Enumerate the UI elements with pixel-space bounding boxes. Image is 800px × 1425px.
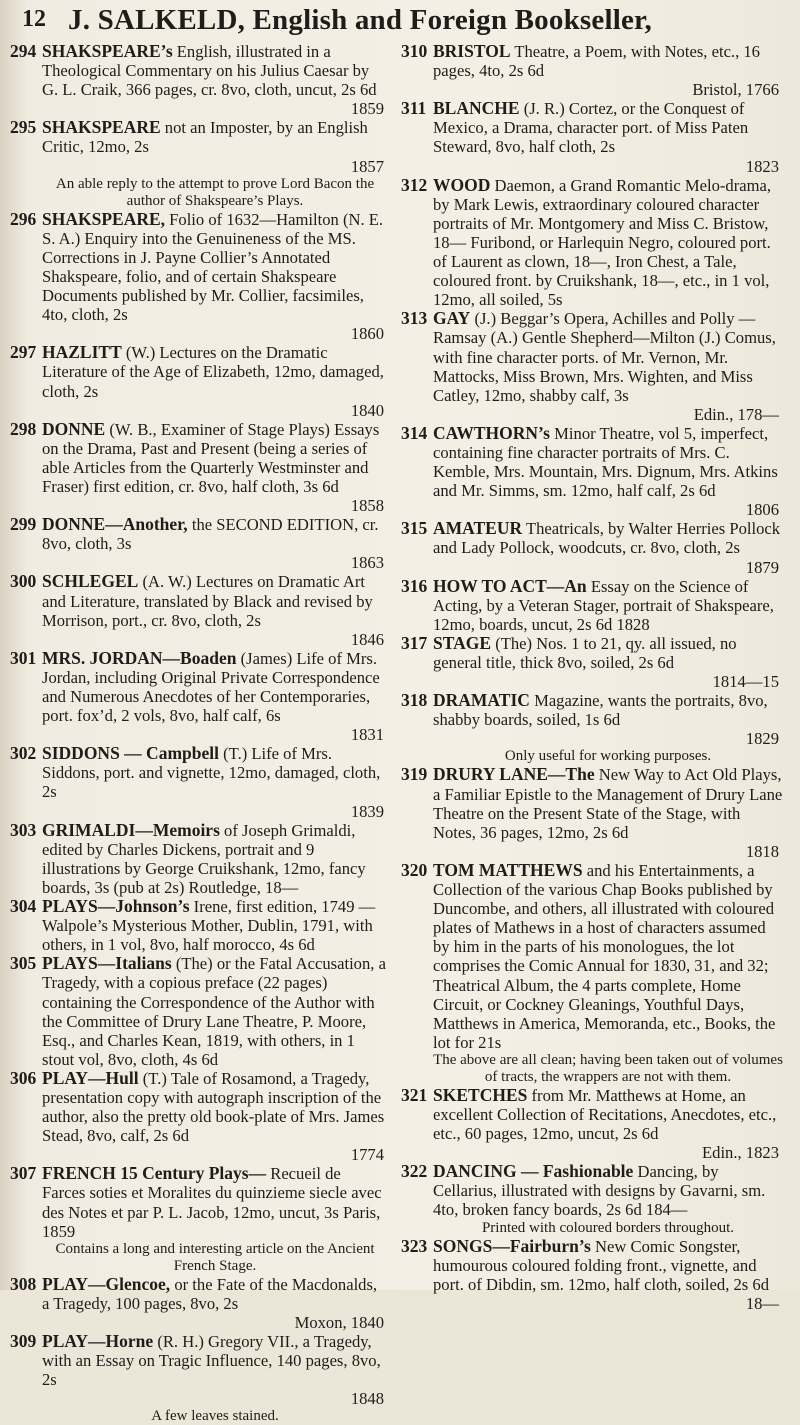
catalogue-entry — [401, 99, 783, 175]
entry-title: WOOD — [433, 174, 491, 195]
entry-number: 307 — [10, 1163, 37, 1184]
entry-number: 322 — [401, 1161, 428, 1182]
entry-note: The above are all clean; having been taken out of volumes of tracts, the wrappers are not with them. — [433, 1051, 783, 1085]
entry-description: Minor Theatre, vol 5, imperfect, containing fine character portraits of Mrs. C. Kemble, Mrs. Mountain, Mrs. Dignum, Mrs. Atkins and Mr. Simms, sm. 12mo, half calf, 2s 6d — [433, 423, 778, 501]
catalogue-entry — [10, 515, 388, 572]
catalogue-entry — [10, 343, 388, 419]
entry-title: HAZLITT — [42, 342, 122, 363]
entry-date: 1879 — [745, 557, 779, 577]
entry-description: Magazine, wants the portraits, 8vo, shabby boards, soiled, 1s 6d — [433, 691, 768, 730]
entry-date: 1859 — [350, 99, 384, 119]
entry-title: AMATEUR — [433, 518, 523, 539]
catalogue-entry — [401, 309, 783, 424]
entry-date: 1814—15 — [712, 672, 779, 692]
catalogue-entry — [10, 1275, 388, 1332]
entry-title: SHAKSPEARE, — [42, 208, 166, 229]
entry-note: Printed with coloured borders throughout. — [481, 1219, 735, 1236]
entry-number: 314 — [401, 422, 428, 443]
entry-title: GRIMALDI—Memoirs — [42, 819, 220, 840]
catalogue-entry — [401, 176, 783, 310]
catalogue-entry — [401, 765, 783, 860]
entry-date: 1863 — [350, 553, 384, 573]
catalogue-entry — [10, 42, 388, 118]
entry-date: 1839 — [350, 801, 384, 821]
entry-date: Edin., 1823 — [702, 1143, 779, 1163]
catalogue-entry — [401, 519, 783, 576]
entry-number: 300 — [10, 571, 37, 592]
entry-number: 305 — [10, 953, 37, 974]
entry-title: PLAY—Hull — [42, 1067, 139, 1088]
entry-number: 303 — [10, 819, 37, 840]
entry-description: Theatricals, by Walter Herries Pollock and Lady Pollock, woodcuts, cr. 8vo, cloth, 2s — [433, 519, 781, 558]
entry-description: from Mr. Matthews at Home, an excellent Collection of Recitations, Anecdotes, etc., etc., 60 pages, 12mo, uncut, 2s 6d — [433, 1085, 777, 1144]
entry-number: 313 — [401, 308, 428, 329]
entry-description: (The) or the Fatal Accusation, a Tragedy, with a copious preface (22 pages) containing the Correspondence of the Author with the Committee of Drury Lane Theatre, P. Moore, Esq., and Charles Kean, 1819, with others, in 1 stout vol, 8vo, cloth, 4s 6d — [42, 954, 386, 1069]
catalogue-entry — [10, 897, 388, 954]
entry-date: 1858 — [350, 496, 384, 516]
entry-note: Contains a long and interesting article on the Ancient French Stage. — [55, 1240, 375, 1274]
entry-date: Bristol, 1766 — [692, 80, 779, 100]
entry-number: 309 — [10, 1331, 37, 1351]
entry-date: 1774 — [350, 1145, 384, 1165]
entry-date: 1818 — [745, 841, 779, 861]
entry-number: 299 — [10, 514, 37, 535]
catalogue-entry — [10, 954, 388, 1069]
catalogue-entry — [401, 861, 783, 1086]
entry-description: English, illustrated in a Theological Commentary on his Julius Caesar by G. L. Craik, 366 pages, cr. 8vo, cloth, uncut, 2s 6d — [42, 42, 377, 100]
entry-title: PLAY—Horne — [42, 1331, 154, 1351]
catalogue-entry — [10, 1164, 388, 1274]
entry-note: A few leaves stained. — [151, 1408, 279, 1425]
entry-note: An able reply to the attempt to prove Lord Bacon the author of Shakspeare’s Plays. — [55, 175, 375, 209]
entry-description: (T.) Tale of Rosamond, a Tragedy, presentation copy with autograph inscription of the author, also the pretty old book-plate of Mrs. James Stead, 8vo, calf, 2s 6d — [42, 1068, 385, 1146]
entry-title: MRS. JORDAN—Boaden — [42, 647, 237, 668]
entry-number: 306 — [10, 1067, 37, 1088]
entry-number: 323 — [401, 1235, 428, 1256]
entry-number: 304 — [10, 896, 37, 917]
entry-number: 320 — [401, 859, 428, 880]
entry-number: 295 — [10, 117, 37, 138]
entry-description: (A. W.) Lectures on Dramatic Art and Literature, translated by Black and revised by Morrison, port., cr. 8vo, cloth, 2s — [42, 572, 373, 630]
catalogue-entry — [10, 210, 388, 344]
entry-description: not an Imposter, by an English Critic, 12mo, 2s — [42, 118, 368, 157]
entry-description: (R. H.) Gregory VII., a Tragedy, with an Essay on Tragic Influence, 140 pages, 8vo, 2s — [42, 1332, 381, 1390]
catalogue-entry — [10, 572, 388, 648]
entry-number: 319 — [401, 764, 428, 785]
right-column — [401, 42, 783, 1313]
catalogue-entry — [401, 634, 783, 691]
entry-title: BRISTOL — [433, 41, 511, 61]
entry-title: SONGS—Fairburn’s — [433, 1235, 591, 1256]
entry-title: SIDDONS — Campbell — [42, 743, 219, 764]
catalogue-entry — [10, 821, 388, 897]
catalogue-entry — [10, 118, 388, 209]
entry-description: (T.) Life of Mrs. Siddons, port. and vignette, 12mo, damaged, cloth, 2s — [42, 744, 381, 802]
entry-title: DONNE — [42, 418, 106, 439]
entry-title: PLAYS—Johnson’s — [42, 896, 190, 917]
entry-description: of Joseph Grimaldi, edited by Charles Dickens, portrait and 9 illustrations by George Cruikshank, 12mo, fancy boards, 3s (pub at 2s) Routledge, 18— — [42, 820, 366, 897]
entry-description: (The) Nos. 1 to 21, qy. all issued, no general title, thick 8vo, soiled, 2s 6d — [433, 633, 737, 672]
entry-number: 312 — [401, 174, 428, 195]
entry-description: New Comic Songster, humourous coloured folding front., vignette, and port. of Dibdin, sm. 12mo, half cloth, soiled, 2s 6d — [433, 1236, 769, 1294]
entry-description: the SECOND EDITION, cr. 8vo, cloth, 3s — [42, 515, 379, 554]
entry-title: PLAYS—Italians — [42, 953, 172, 974]
entry-title: SHAKSPEARE — [42, 117, 161, 138]
entry-title: DONNE—Another, — [42, 514, 188, 535]
entry-date: 1829 — [745, 729, 779, 749]
entry-title: STAGE — [433, 632, 492, 653]
entry-title: GAY — [433, 308, 471, 329]
entry-note: Only useful for working purposes. — [504, 748, 712, 765]
entry-description: New Way to Act Old Plays, a Familiar Epistle to the Management of Drury Lane Theatre on the Present State of the Stage, with Notes, 36 pages, 12mo, 2s 6d — [433, 765, 783, 842]
entry-date: Edin., 178— — [693, 404, 779, 424]
catalogue-entry — [10, 1332, 388, 1425]
entry-number: 311 — [401, 98, 427, 119]
entry-description: Daemon, a Grand Romantic Melo-drama, by Mark Lewis, extraordinary coloured character portraits of Mr. Montgomery and Miss C. Bristow, 18— Furibond, or Harlequin Negro, coloured port. of Laurent as clown, 18—, Iron Chest, a Tale, coloured front. by Cruikshank, 18—, etc., in 1 vol, 12mo, all soiled, 5s — [433, 175, 772, 310]
catalogue-entry — [401, 1237, 783, 1313]
entry-description: Recueil de Farces soties et Moralites du quinzieme siecle avec des Notes et par P. L. Jacob, 12mo, uncut, 3s Paris, 1859 — [42, 1164, 382, 1241]
entry-date: 1823 — [745, 156, 779, 176]
entry-description: or the Fate of the Macdonalds, a Tragedy, 100 pages, 8vo, 2s — [42, 1274, 378, 1313]
entry-description: and his Entertainments, a Collection of the various Chap Books published by Duncombe, and others, all illustrated with coloured plates of Mathews in a host of characters assumed by him in the parts of his monologues, the lot comprises the Comic Annual for 1830, 31, and 32; Theatrical Album, the 4 parts complete, Home Circuit, or Cockney Gleanings, Youthful Days, Matthews in America, Memoranda, etc., Books, the lot for 21s — [433, 860, 776, 1052]
entry-title: BLANCHE — [433, 98, 520, 119]
entry-date: 1857 — [350, 156, 384, 176]
entry-title: TOM MATTHEWS — [433, 859, 583, 880]
entry-title: SCHLEGEL — [42, 571, 139, 592]
entry-number: 297 — [10, 342, 37, 363]
catalogue-entry — [401, 42, 783, 99]
entry-title: DRURY LANE—The — [433, 764, 595, 785]
catalogue-entry — [401, 691, 783, 765]
catalogue-entry — [401, 1162, 783, 1236]
entry-description: Folio of 1632—Hamilton (N. E. S. A.) Enquiry into the Genuineness of the MS. Corrections in J. Payne Collier’s Annotated Shakspeare, folio, and of certain Shakspeare Documents published by Mr. Collier, facsimiles, 4to, cloth, 2s — [42, 209, 384, 325]
entry-description: Essay on the Science of Acting, by a Veteran Stager, portrait of Shakspeare, 12mo, boards, uncut, 2s 6d 1828 — [433, 576, 774, 634]
catalogue-entry — [401, 424, 783, 519]
catalogue-entry — [10, 1069, 388, 1164]
running-head: J. SALKELD, English and Foreign Bookseller, — [68, 4, 652, 36]
entry-number: 310 — [401, 41, 428, 61]
entry-title: DRAMATIC — [433, 690, 530, 711]
entry-number: 301 — [10, 647, 37, 668]
entry-number: 296 — [10, 208, 37, 229]
entry-number: 302 — [10, 743, 37, 764]
catalogue-entry — [401, 1086, 783, 1162]
entry-date: 1860 — [350, 324, 384, 344]
catalogue-entry — [10, 649, 388, 744]
entry-description: Irene, first edition, 1749 —Walpole’s Mysterious Mother, Dublin, 1791, with others, in 1 vol, 8vo, half morocco, 4s 6d — [42, 897, 376, 955]
entry-number: 315 — [401, 518, 428, 539]
entry-title: DANCING — Fashionable — [433, 1161, 634, 1182]
entry-title: SKETCHES — [433, 1084, 528, 1105]
entry-title: CAWTHORN’s — [433, 422, 550, 443]
entry-description: (W.) Lectures on the Dramatic Literature of the Age of Elizabeth, 12mo, damaged, cloth, 2s — [42, 343, 384, 401]
entry-number: 316 — [401, 575, 428, 596]
entry-number: 308 — [10, 1273, 37, 1294]
catalogue-entry — [401, 577, 783, 634]
entry-description: Theatre, a Poem, with Notes, etc., 16 pages, 4to, 2s 6d — [433, 42, 760, 81]
entry-number: 321 — [401, 1084, 428, 1105]
entry-title: HOW TO ACT—An — [433, 575, 587, 596]
entry-number: 317 — [401, 632, 428, 653]
entry-date: 1846 — [350, 629, 384, 649]
entry-date: 1806 — [745, 500, 779, 520]
catalogue-entry — [10, 744, 388, 820]
entry-description: (J.) Beggar’s Opera, Achilles and Polly —Ramsay (A.) Gentle Shepherd—Milton (J.) Comus, with fine character ports. of Mr. Vernon, Mr. Mattocks, Miss Brown, Mrs. Wighten, and Miss Catley, 12mo, shabby calf, 3s — [433, 309, 776, 405]
entry-date: 18— — [745, 1293, 779, 1313]
catalogue-entry — [10, 420, 388, 515]
entry-number: 318 — [401, 690, 428, 711]
page-number: 12 — [22, 6, 46, 32]
entry-date: 1840 — [350, 400, 384, 420]
entry-description: (J. R.) Cortez, or the Conquest of Mexico, a Drama, character port. of Miss Paten Steward, 8vo, half cloth, 2s — [433, 99, 749, 157]
entry-title: PLAY—Glencoe, — [42, 1273, 171, 1294]
left-column — [10, 42, 388, 1425]
entry-description: (W. B., Examiner of Stage Plays) Essays on the Drama, Past and Present (being a series of able Articles from the Quarterly Westminster and Fraser) first edition, cr. 8vo, half cloth, 3s 6d — [42, 419, 380, 496]
entry-date: 1831 — [350, 725, 384, 745]
entry-date: Moxon, 1840 — [294, 1312, 384, 1332]
entry-number: 294 — [10, 41, 37, 61]
entry-date: 1848 — [350, 1389, 384, 1409]
entry-number: 298 — [10, 418, 37, 439]
entry-title: SHAKSPEARE’s — [42, 41, 173, 61]
entry-description: Dancing, by Cellarius, illustrated with designs by Gavarni, sm. 4to, broken fancy boards, 2s 6d 184— — [433, 1162, 766, 1220]
entry-description: (James) Life of Mrs. Jordan, including Original Private Correspondence and Numerous Anecdotes of her Contemporaries, port. fox’d, 2 vols, 8vo, half calf, 6s — [42, 648, 380, 726]
entry-title: FRENCH 15 Century Plays— — [42, 1163, 267, 1184]
